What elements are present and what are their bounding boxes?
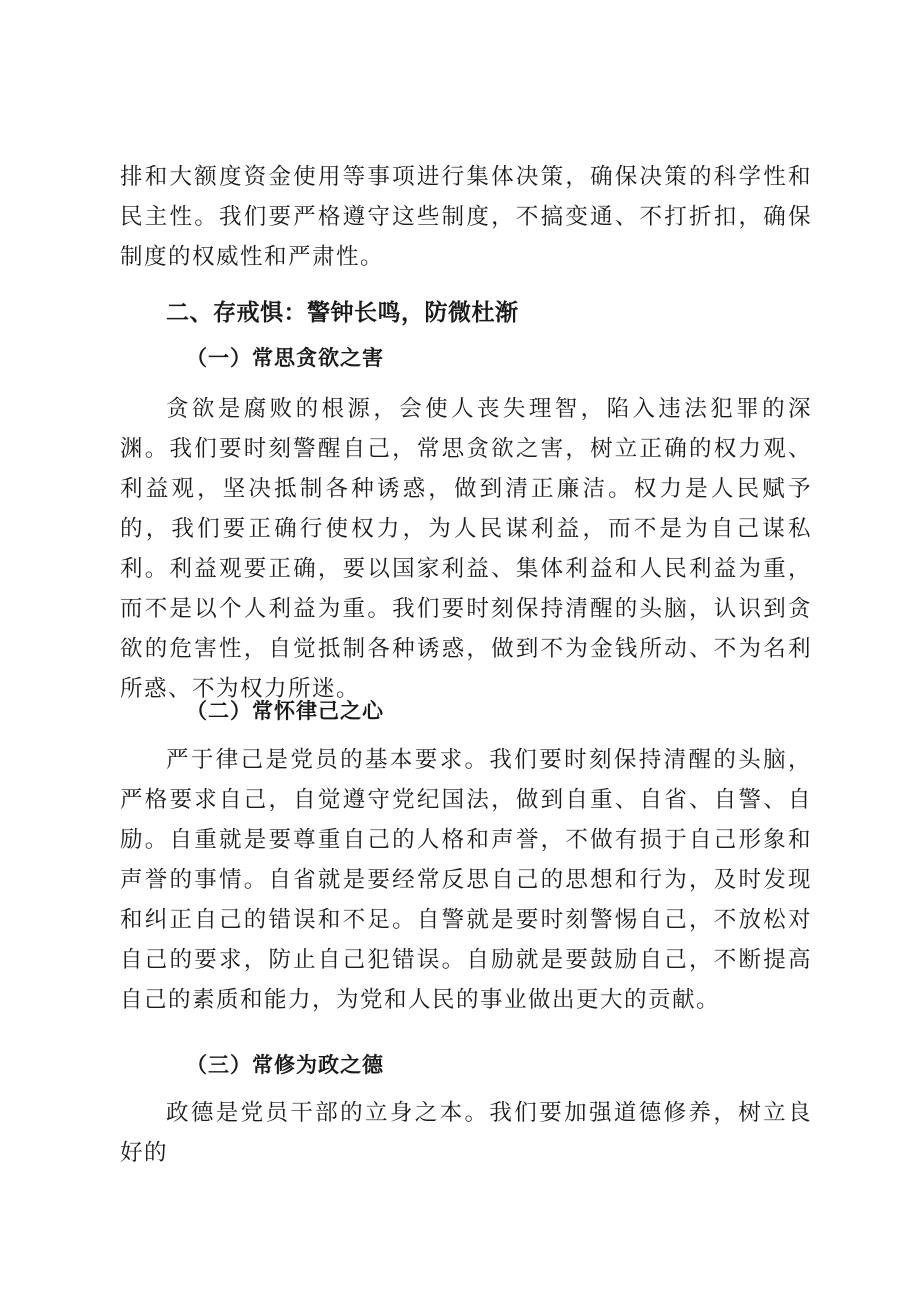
section-heading: 二、存戒惧：警钟长鸣，防微杜渐 bbox=[166, 300, 519, 326]
subsection-heading-2: （二）常怀律己之心 bbox=[186, 698, 384, 723]
subsection-heading-1: （一）常思贪欲之害 bbox=[186, 345, 384, 370]
subsection-body-2: 严于律己是党员的基本要求。我们要时刻保持清醒的头脑，严格要求自己，自觉遵守党纪国法，做到自重、自省、自警、自励。自重就是要尊重自己的人格和声誉，不做有损于自己形象和声誉的事情。自省就是要经常反思自己的思想和行为，及时发现和纠正自己的错误和不足。自警就是要时刻警惕自己，不放松对自己的要求，防止自己犯错误。自励就是要鼓励自己，不断提高自己的素质和能力，为党和人民的事业做出更大的贡献。 bbox=[120, 747, 812, 1013]
subsection-body-1: 贪欲是腐败的根源，会使人丧失理智，陷入违法犯罪的深渊。我们要时刻警醒自己，常思贪欲之害，树立正确的权力观、利益观，坚决抵制各种诱惑，做到清正廉洁。权力是人民赋予的，我们要正确行使权力，为人民谋利益，而不是为自己谋私利。利益观要正确，要以国家利益、集体利益和人民利益为重，而不是以个人利益为重。我们要时刻保持清醒的头脑，认识到贪欲的危害性，自觉抵制各种诱惑，做到不为金钱所动、不为名利所惑、不为权力所迷。 bbox=[120, 396, 812, 702]
continuation-paragraph: 排和大额度资金使用等事项进行集体决策，确保决策的科学性和民主性。我们要严格遵守这些制度，不搞变通、不打折扣，确保制度的权威性和严肃性。 bbox=[120, 164, 812, 270]
subsection-heading-3: （三）常修为政之德 bbox=[186, 1052, 384, 1077]
subsection-body-3: 政德是党员干部的立身之本。我们要加强道德修养，树立良好的 bbox=[120, 1100, 812, 1166]
